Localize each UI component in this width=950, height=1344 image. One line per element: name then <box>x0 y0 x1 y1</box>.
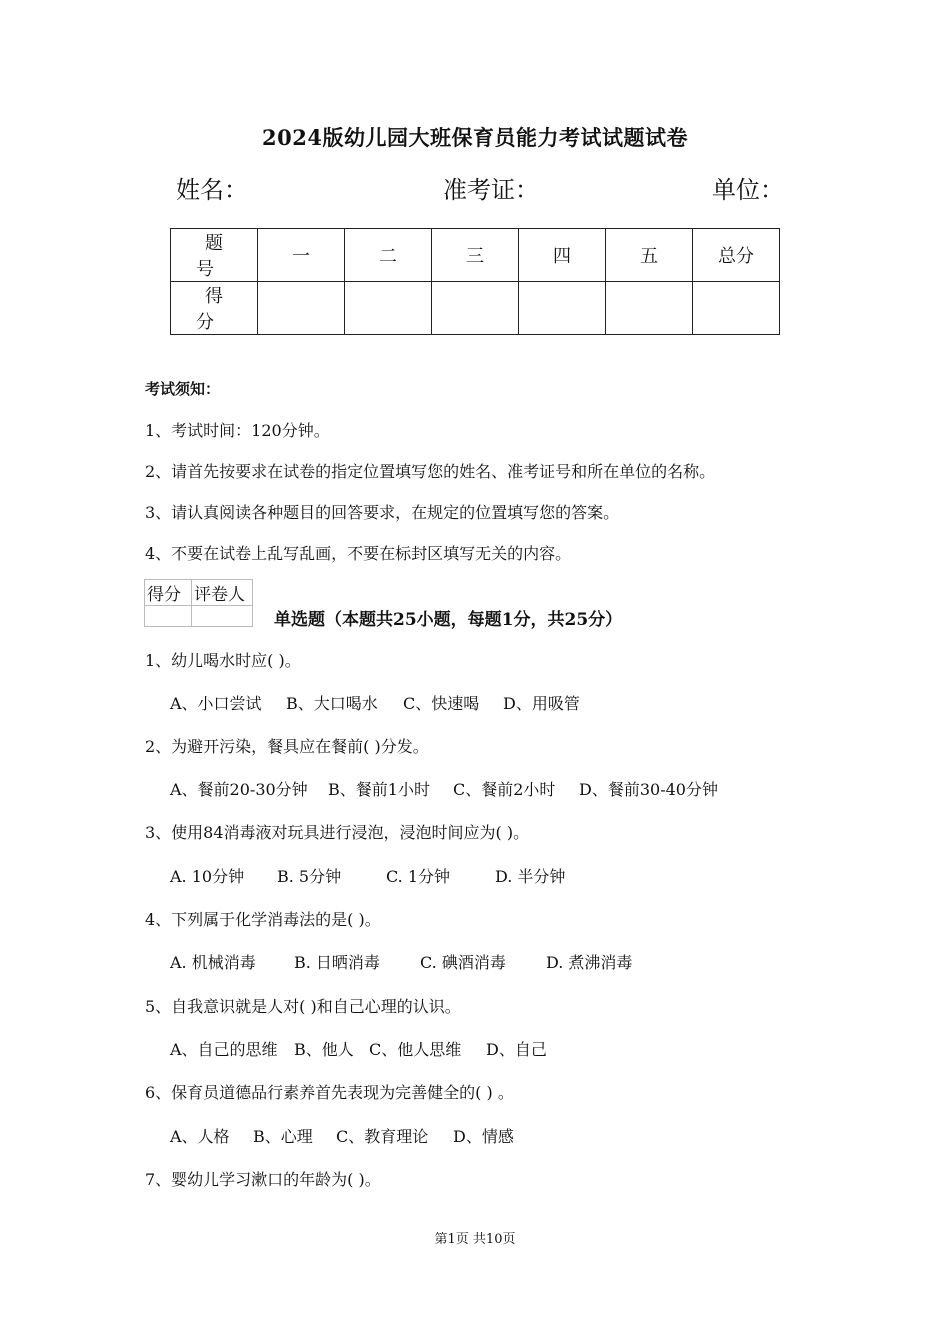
section-heading: 单选题（本题共25小题，每题1分，共25分） <box>274 610 623 630</box>
score-table-col-2: 二 <box>345 229 432 282</box>
score-table-col-5: 五 <box>606 229 693 282</box>
option[interactable]: A、人格 <box>170 1127 230 1146</box>
score-table-row-header: 题号 <box>171 229 258 282</box>
question-options <box>170 777 718 800</box>
page-footer: 第1页 共10页 <box>434 1232 516 1247</box>
notice-title: 考试须知： <box>145 380 221 398</box>
option[interactable]: D、情感 <box>453 1127 514 1146</box>
unit-field-label: 单位： <box>712 176 784 204</box>
score-cell-5[interactable] <box>606 282 693 335</box>
question-stem: 2、为避开污染，餐具应在餐前( )分发。 <box>145 737 429 756</box>
option[interactable]: C、餐前2小时 <box>453 780 556 799</box>
option[interactable]: B、餐前1小时 <box>328 780 430 799</box>
option[interactable]: C、教育理论 <box>336 1127 429 1146</box>
score-table-score-row <box>171 282 780 335</box>
score-table-col-3: 三 <box>432 229 519 282</box>
question-options <box>170 1124 514 1147</box>
option[interactable]: C、他人思维 <box>369 1040 462 1059</box>
option[interactable]: B. 日晒消毒 <box>294 953 380 972</box>
score-table-col-total: 总分 <box>693 229 780 282</box>
grader-score-cell[interactable] <box>145 606 192 627</box>
option[interactable]: A、餐前20-30分钟 <box>170 780 308 799</box>
option[interactable]: A. 10分钟 <box>170 867 245 886</box>
option[interactable]: D、用吸管 <box>503 694 580 713</box>
score-table-header-row <box>171 229 780 282</box>
notice-rule: 1、考试时间：120分钟。 <box>145 421 330 440</box>
option[interactable]: D、自己 <box>486 1040 547 1059</box>
grader-score-label: 得分 <box>145 580 192 606</box>
score-cell-3[interactable] <box>432 282 519 335</box>
score-cell-1[interactable] <box>258 282 345 335</box>
name-field-label: 姓名： <box>176 176 248 204</box>
score-table-score-label: 得分 <box>171 282 258 335</box>
question-stem: 1、幼儿喝水时应( )。 <box>145 651 301 670</box>
question-options <box>170 864 565 887</box>
option[interactable]: C、快速喝 <box>403 694 480 713</box>
score-table-col-1: 一 <box>258 229 345 282</box>
score-table-col-4: 四 <box>519 229 606 282</box>
question-stem: 6、保育员道德品行素养首先表现为完善健全的( ) 。 <box>145 1083 514 1102</box>
page-title: 2024版幼儿园大班保育员能力考试试题试卷 <box>262 125 688 150</box>
question-stem: 3、使用84消毒液对玩具进行浸泡，浸泡时间应为( )。 <box>145 823 530 842</box>
option[interactable]: D. 煮沸消毒 <box>546 953 633 972</box>
score-cell-2[interactable] <box>345 282 432 335</box>
option[interactable]: B、他人 <box>294 1040 354 1059</box>
score-cell-4[interactable] <box>519 282 606 335</box>
option[interactable]: C. 碘酒消毒 <box>420 953 506 972</box>
ticket-field-label: 准考证： <box>443 176 539 204</box>
grader-name-label: 评卷人 <box>192 580 253 606</box>
option[interactable]: B. 5分钟 <box>277 867 342 886</box>
notice-rule: 3、请认真阅读各种题目的回答要求，在规定的位置填写您的答案。 <box>145 503 620 522</box>
score-cell-total[interactable] <box>693 282 780 335</box>
question-options <box>170 691 580 714</box>
option[interactable]: A、小口尝试 <box>170 694 262 713</box>
option[interactable]: D、餐前30-40分钟 <box>579 780 718 799</box>
notice-rule: 4、不要在试卷上乱写乱画，不要在标封区填写无关的内容。 <box>145 544 572 563</box>
question-stem: 7、婴幼儿学习漱口的年龄为( )。 <box>145 1170 381 1189</box>
grader-box <box>144 579 253 627</box>
option[interactable]: C. 1分钟 <box>386 867 451 886</box>
score-table <box>170 228 780 335</box>
question-options <box>170 950 632 973</box>
option[interactable]: A. 机械消毒 <box>170 953 256 972</box>
question-stem: 5、自我意识就是人对( )和自己心理的认识。 <box>145 997 461 1016</box>
option[interactable]: D. 半分钟 <box>495 867 566 886</box>
question-options <box>170 1037 547 1060</box>
notice-rule: 2、请首先按要求在试卷的指定位置填写您的姓名、准考证号和所在单位的名称。 <box>145 462 716 481</box>
option[interactable]: B、大口喝水 <box>286 694 378 713</box>
option[interactable]: B、心理 <box>253 1127 313 1146</box>
option[interactable]: A、自己的思维 <box>170 1040 278 1059</box>
grader-name-cell[interactable] <box>192 606 253 627</box>
question-stem: 4、下列属于化学消毒法的是( )。 <box>145 910 381 929</box>
